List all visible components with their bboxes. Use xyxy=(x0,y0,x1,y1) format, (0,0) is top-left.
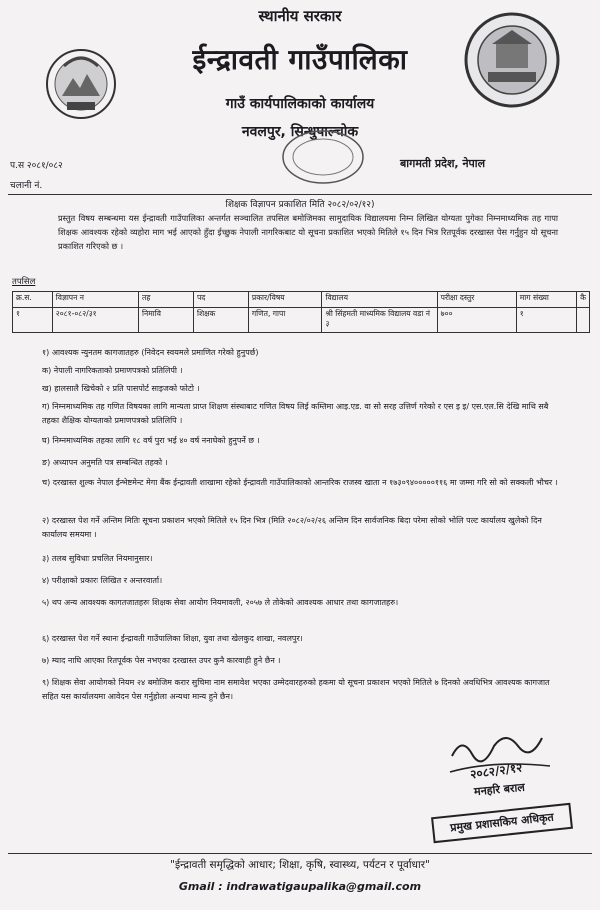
local-govt-label: स्थानीय सरकार xyxy=(258,7,342,25)
footer-email: Gmail : indrawatigaupalika@gmail.com xyxy=(178,880,422,893)
office-round-stamp-icon xyxy=(280,128,366,186)
tapsil-label: तपसिल xyxy=(12,277,36,287)
requirement-item: २) दरखास्त पेश गर्ने अन्तिम मितिः सूचना प्रकाशन भएको मितिले १५ दिन भित्र (मिति २०८२/०२/२६ अन्तिम दिन सार्वजनिक बिदा परेमा सोको भोलि पल्ट कार्यालय खुलेको दिन कार्यालय समयमा । xyxy=(42,516,542,539)
table-header-cell: पद xyxy=(193,292,248,308)
requirement-item: घ) निम्नमाध्यमिक तहका लागि १८ वर्ष पुरा भई ४० वर्ष ननाघेको हुनुपर्ने छ । xyxy=(42,436,260,445)
table-header-cell: माग संख्या xyxy=(516,292,576,308)
requirement-item: ५) थप अन्य आवश्यक कागतजातहरुः शिक्षक सेवा आयोग नियमावली, २०५७ ले तोकेको आवश्यक आधार तथा कागजातहरु। xyxy=(42,598,399,607)
table-cell: १ xyxy=(516,308,576,333)
municipality-name: ईन्द्रावती गाउँपालिका xyxy=(192,43,408,76)
table-cell: शिक्षक xyxy=(193,308,248,333)
table-header-cell: परीक्षा दस्तुर xyxy=(437,292,516,308)
table-cell: श्री सिंहमती माध्यमिक विद्यालय वडा नं ३ xyxy=(322,308,437,333)
officer-designation-stamp: प्रमुख प्रशासकिय अधिकृत xyxy=(431,803,573,843)
table-cell: निमावि xyxy=(139,308,194,333)
patra-sankhya: प.स २०८१/०८२ xyxy=(10,161,63,171)
requirement-item: ग) निम्नमाध्यमिक तह गणित विषयका लागि मान्यता प्राप्त शिक्षण संस्थाबाट गणित विषय लिई कम्तिमा आइ.एड. वा सो सरह उत्तिर्ण गरेको र एस इ इ/ एस.एल.सि देखि माथि सबै तहका शैक्षिक योग्यताको प्रमाणपत्रको प्रतिलिपि । xyxy=(42,402,549,425)
table-header-cell: कै xyxy=(577,292,590,308)
requirement-item: ङ) अध्यापन अनुमति पत्र सम्बन्धित तहको । xyxy=(42,458,168,467)
requirement-item: ३) तलब सुविधाः प्रचलित नियमानुसार। xyxy=(42,554,153,563)
table-header-cell: तह xyxy=(139,292,194,308)
office-address: नवलपुर, सिन्धुपाल्चोक xyxy=(241,124,359,140)
requirement-item: क) नेपाली नागरिकताको प्रमाणपत्रको प्रतिलिपी । xyxy=(42,366,183,375)
table-cell: २०८१-०८२/३१ xyxy=(52,308,138,333)
table-row xyxy=(13,308,590,333)
table-cell: गणित, गापा xyxy=(248,308,322,333)
requirement-item: १) आवश्यक न्युनतम कागजातहरु (निवेदन स्वयमले प्रमाणित गरेको हुनुपर्छ) xyxy=(42,348,259,357)
table-cell xyxy=(577,308,590,333)
officer-name: मनहरि बराल xyxy=(473,780,526,799)
notice-intro: प्रस्तुत विषय सम्बन्धमा यस ईन्द्रावती गाउँपालिका अन्तर्गत सञ्चालित तपसिल बमोजिमका सामुदायिक विद्यालयमा निम्न लिखित योग्यता पुगेका निम्नमाध्यमिक तह गापा शिक्षक आवश्यक रहेको व्यहोरा माग भई आएको हुँदा ईच्छुक नेपाली नागरिकबाट यो सूचना प्रकाशित भएको मितिले १५ दिन भित्र रितपूर्वक दरखास्त पेस गर्नुहुन यो सूचना प्रकाशित गरिएको छ । xyxy=(58,213,558,251)
chalani-number: चलानी नं. xyxy=(10,181,43,191)
province-label: बागमती प्रदेश, नेपाल xyxy=(400,157,486,170)
header-divider xyxy=(8,194,592,195)
table-header-row xyxy=(13,292,590,308)
table-header-cell: विज्ञापन न xyxy=(52,292,138,308)
footer-divider xyxy=(8,853,592,854)
requirement-item: च) दरखास्त शुल्क नेपाल ईन्भेष्टमेन्ट मेगा बैंक ईन्द्रावती शाखामा रहेको ईन्द्रावती गाउँपालिकाको आन्तरिक राजस्व खाता न १७३०९४०००००११६ मा जम्मा गरि सो को सक्कली भौचर । xyxy=(42,478,558,487)
table-header-cell: विद्यालय xyxy=(322,292,437,308)
requirement-item: ९) शिक्षक सेवा आयोगको नियम २४ बमोजिम करार सुचिमा नाम समावेश भएका उम्मेदवारहरुको हकमा यो सूचना प्रकाशन भएको मितिले ७ दिनको अवधिभित्र आवश्यक कागजात सहित यस कार्यालयमा आवेदन पेस गर्नुहोला अन्यथा मान्य हुने छैन। xyxy=(42,678,550,701)
footer-motto: "ईन्द्रावती समृद्धिको आधार; शिक्षा, कृषि, स्वास्थ्य, पर्यटन र पूर्वाधार" xyxy=(170,859,430,871)
notice-title: शिक्षक विज्ञापन प्रकाशित मिति २०८२/०२/१२) xyxy=(225,200,375,210)
requirement-item: ७) म्याद नाघि आएका रितपूर्वक पेस नभएका दरखास्त उपर कुनै कारवाही हुने छैन । xyxy=(42,656,281,665)
requirement-item: ख) हालसालै खिचेको २ प्रति पासपोर्ट साइजको फोटो । xyxy=(42,384,200,393)
table-header-cell: क्र.स. xyxy=(13,292,53,308)
vacancy-table xyxy=(12,291,590,333)
table-cell: ७०० xyxy=(437,308,516,333)
requirement-item: ६) दरखास्त पेश गर्ने स्थानः ईन्द्रावती गाउँपालिका शिक्षा, युवा तथा खेलकुद शाखा, नवलपुर। xyxy=(42,634,303,643)
office-name: गाउँ कार्यपालिकाको कार्यालय xyxy=(225,96,375,112)
table-cell: १ xyxy=(13,308,53,333)
signature-date: २०८२/२/१२ xyxy=(469,760,524,782)
table-header-cell: प्रकार/विषय xyxy=(248,292,322,308)
requirement-item: ४) परीक्षाको प्रकारः लिखित र अन्तरवार्ता। xyxy=(42,576,163,585)
